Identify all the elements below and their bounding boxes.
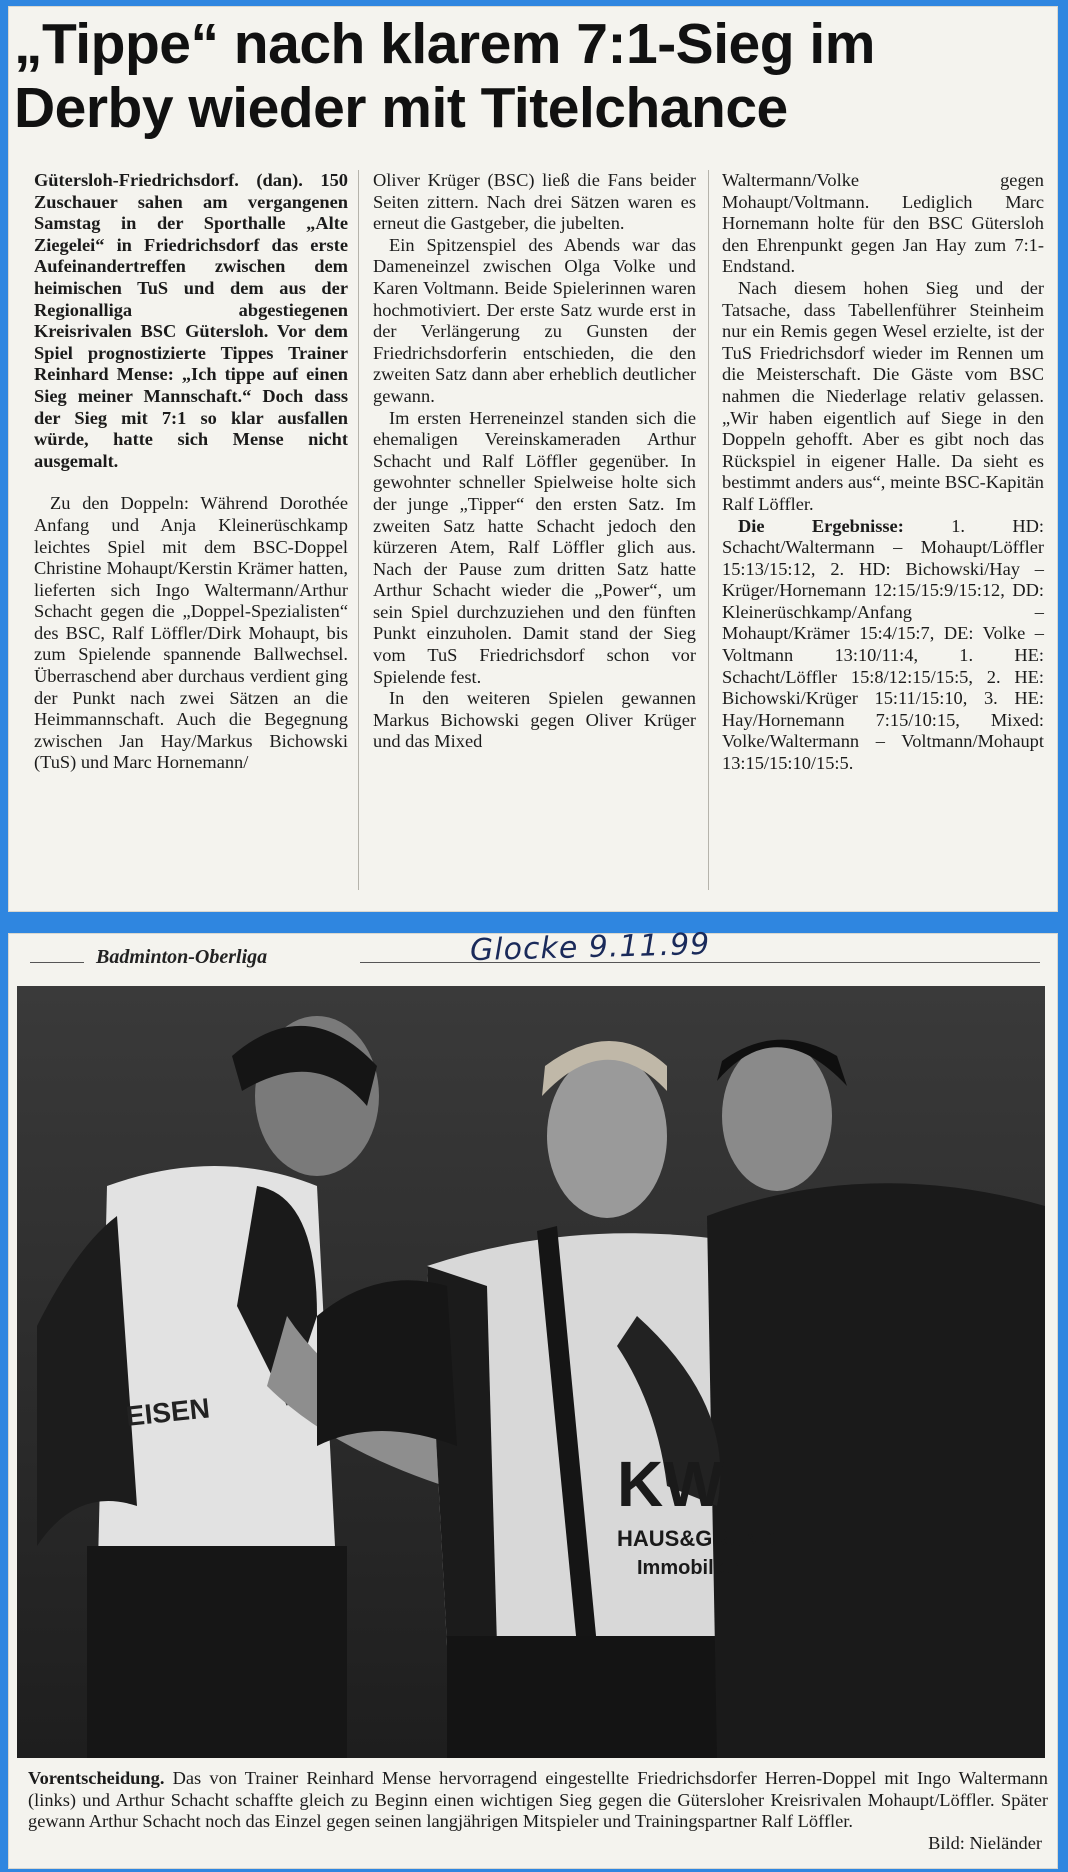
- article-column-2: [373, 170, 696, 753]
- shirt-text-sponsor: HAUS&GRUND: [617, 1526, 776, 1551]
- results-paragraph: [722, 516, 1044, 775]
- article-paragraph: Zu den Doppeln: Während Dorothée Anfang und Anja Kleinerüschkamp leichtes Spiel mit dem BSC-Doppel Christine Mohaupt/Kerstin Krämer hatten, lieferten sich Ingo Waltermann/Arthur Schacht gegen die „Doppel-Spezialisten“ des BSC, Ralf Löffler/Dirk Mohaupt, bis zum Spielende spannende Ballwechsel. Überraschend aber durchaus verdient ging der Punkt nach zwei Sätzen an die Heimmannschaft. Auch die Begegnung zwischen Jan Hay/Markus Bichowski (TuS) und Marc Hornemann/: [34, 493, 348, 773]
- article-paragraph: In den weiteren Spielen gewannen Markus Bichowski gegen Oliver Krüger und das Mixed: [373, 688, 696, 752]
- section-kicker: Badminton-Oberliga: [90, 946, 273, 969]
- article-lead: Gütersloh-Friedrichsdorf. (dan). 150 Zuschauer sahen am vergangenen Samstag in der Sporthalle „Alte Ziegelei“ in Friedrichsdorf das erste Aufeinandertreffen zwischen dem heimischen TuS und dem aus der Regionalliga abgestiegenen Kreisrivalen BSC Gütersloh. Vor dem Spiel prognostizierte Tippes Trainer Reinhard Mense: „Ich tippe auf einen Sieg meiner Mannschaft.“ Doch dass der Sieg mit 7:1 so klar ausfallen würde, hatte sich Mense nicht ausgemalt.: [34, 170, 348, 471]
- article-paragraph: Ein Spitzenspiel des Abends war das Dameneinzel zwischen Olga Volke und Karen Voltmann. Beide Spielerinnen waren hochmotiviert. Der erste Satz wurde erst in der Verlängerung zu Gunsten der Friedrichsdorferin entschieden, die den zweiten Satz dann aber erheblich deutlicher gewann.: [373, 234, 696, 406]
- kicker-rule-left: [30, 962, 84, 963]
- photo-credit: Bild: Nieländer: [928, 1833, 1042, 1853]
- article-paragraph: Im ersten Herreneinzel standen sich die ehemaligen Vereinskameraden Arthur Schacht und Ralf Löffler gegenüber. In gewohnter schneller Spielweise holte sich der junge „Tipper“ den ersten Satz. Im zweiten Satz hatte Schacht jedoch den kürzeren Atem, Ralf Löffler glich aus. Nach der Pause zum dritten Satz hatte Arthur Schacht wieder die „Power“, um sein Spiel durchzuziehen und den fünften Punkt einzuholen. Damit stand der Sieg vom TuS Friedrichsdorf schon vor Spielende fest.: [373, 407, 696, 687]
- results-label: Die Ergebnisse:: [738, 515, 904, 536]
- article-column-3: [722, 170, 1044, 775]
- handwritten-date-note: Glocke 9.11.99: [469, 926, 711, 969]
- results-text: 1. HD: Schacht/Waltermann – Mohaupt/Löffler 15:13/15:12, 2. HD: Bichowski/Hay – Krüger/Hornemann 12:15/15:9/15:12, DD: Kleinerüschkamp/Anfang – Mohaupt/Krämer 15:4/15:7, DE: Volke – Voltmann 13:10/11:4, 1. HE: Schacht/Löffler 15:8/12:15/15:5, 2. HE: Bichowski/Krüger 15:11/15:10, 3. HE: Hay/Hornemann 7:15/10:15, Mixed: Volke/Waltermann – Voltmann/Mohaupt 13:15/15:10/15:5.: [722, 515, 1044, 774]
- caption-lead: Vorentscheidung.: [28, 1768, 165, 1788]
- photo-illustration: [17, 986, 1045, 1758]
- article-headline: „Tippe“ nach klarem 7:1-Sieg im Derby wieder mit Titelchance: [14, 12, 875, 140]
- article-paragraph: Nach diesem hohen Sieg und der Tatsache, dass Tabellenführer Steinheim nur ein Remis gegen Wesel erzielte, ist der TuS Friedrichsdorf wieder im Rennen um die Meisterschaft. Die Gäste vom BSC nahmen die Niederlage relativ gelassen. „Wir haben eigentlich auf Siege in den Doppeln gehofft. Aber es gibt noch das Rückspiel in eigener Halle. Da sieht es bestimmt anders aus“, meinte BSC-Kapitän Ralf Löffler.: [722, 277, 1044, 514]
- photo-caption: [28, 1768, 1048, 1833]
- article-paragraph: Waltermann/Volke gegen Mohaupt/Voltmann. Lediglich Marc Hornemann holte für den BSC Gütersloh den Ehrenpunkt gegen Jan Hay zum 7:1-Endstand.: [722, 170, 1044, 277]
- column-divider: [358, 170, 359, 890]
- caption-text: Das von Trainer Reinhard Mense hervorragend eingestellte Friedrichsdorfer Herren-Doppel mit Ingo Waltermann (links) und Arthur Schacht schaffte gleich zu Beginn einen wichtigen Sieg gegen die Gütersloher Kreisrivalen Mohaupt/Löffler. Später gewann Arthur Schacht noch das Einzel gegen seinen langjährigen Mitspieler und Trainingspartner Ralf Löffler.: [28, 1768, 1049, 1832]
- kicker-rule-right: [360, 962, 1040, 963]
- shirt-text-left: EISEN: [124, 1392, 212, 1432]
- match-photo: [17, 986, 1045, 1758]
- shirt-logo: KW: [617, 1448, 724, 1520]
- article-paragraph: Oliver Krüger (BSC) ließ die Fans beider Seiten zittern. Nach drei Sätzen waren es erneut die Gastgeber, die jubelten.: [373, 170, 696, 234]
- shirt-text-sponsor-sub: Immobilien: [637, 1557, 743, 1579]
- column-divider: [708, 170, 709, 890]
- article-column-1: [34, 170, 348, 774]
